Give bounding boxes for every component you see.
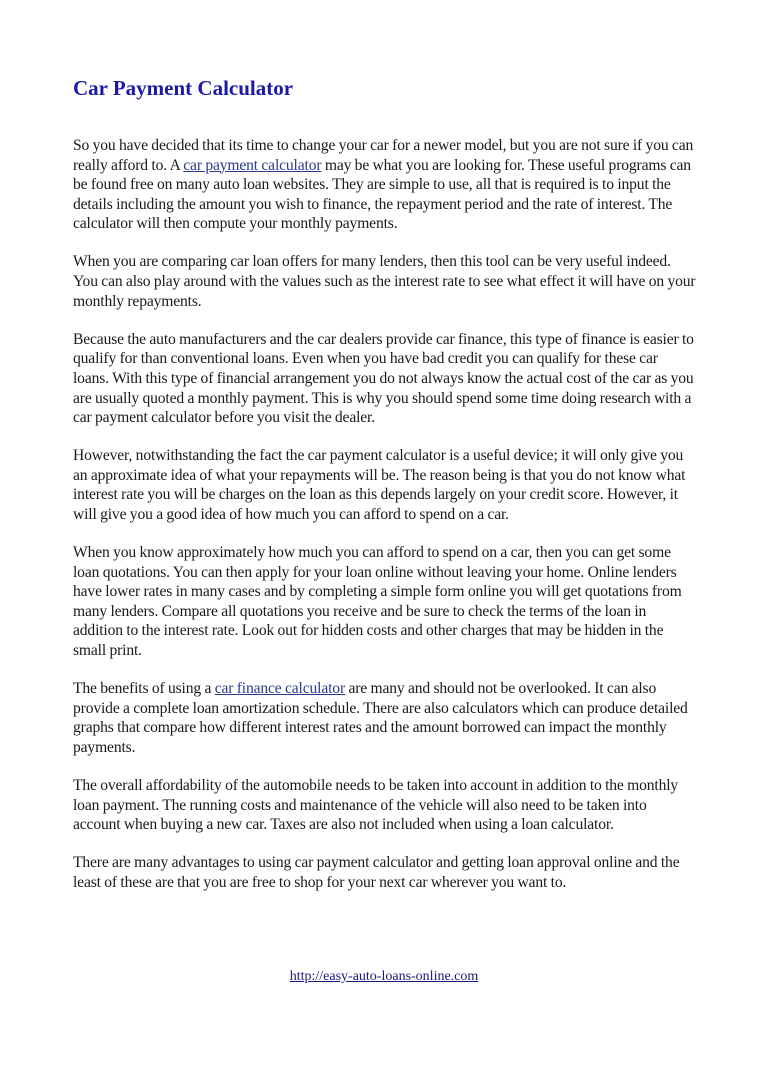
paragraph-benefits [73, 679, 697, 757]
paragraph-text: may be what you are looking for. These useful programs can be found free on many auto loan websites. They are simple to use, all that is required is to input the details including the amount you wish to finance, the repayment period and the rate of interest. The calculator will then compute your monthly payments. [73, 156, 691, 233]
paragraph-text: The benefits of using a [73, 680, 215, 698]
page-title: Car Payment Calculator [73, 76, 294, 100]
car-payment-calculator-link[interactable]: car payment calculator [183, 156, 322, 174]
paragraph-text: are many and should not be overlooked. It can also provide a complete loan amortization schedule. There are also calculators which can produce detailed graphs that compare how different interest rates and the amount borrowed can impact the monthly payments. [73, 680, 688, 756]
page-footer [0, 968, 768, 986]
paragraph-intro [73, 136, 697, 234]
car-finance-calculator-link[interactable]: car finance calculator [214, 680, 345, 698]
article-body [73, 136, 697, 911]
paragraph-advantages: There are many advantages to using car payment calculator and getting loan approval online and the least of these are that you are free to shop for your next car wherever you want to. [73, 854, 680, 891]
footer-website-link[interactable]: http://easy-auto-loans-online.com [289, 969, 479, 984]
paragraph-loan-quotations: When you know approximately how much you can afford to spend on a car, then you can get some loan quotations. You can then apply for your loan online without leaving your home. Online lenders have lower rates in many cases and by completing a simple form online you will get quotations from many lenders. Compare all quotations you receive and be sure to check the terms of the loan in addition to the interest rate. Look out for hidden costs and other charges that may be hidden in the small print. [73, 544, 682, 660]
paragraph-affordability: The overall affordability of the automobile needs to be taken into account in addition to the monthly loan payment. The running costs and maintenance of the vehicle will also need to be taken into account when buying a new car. Taxes are also not included when using a loan calculator. [73, 777, 679, 834]
paragraph-comparing-offers: When you are comparing car loan offers for many lenders, then this tool can be very useful indeed. You can also play around with the values such as the interest rate to see what effect it will have on your monthly repayments. [73, 253, 696, 310]
paragraph-dealer-finance: Because the auto manufacturers and the car dealers provide car finance, this type of finance is easier to qualify for than conventional loans. Even when you have bad credit you can qualify for these car loans. With this type of financial arrangement you do not always know the actual cost of the car as you are usually quoted a monthly payment. This is why you should spend some time doing research with a car payment calculator before you visit the dealer. [73, 330, 694, 427]
paragraph-approximate-idea: However, notwithstanding the fact the car payment calculator is a useful device; it will only give you an approximate idea of what your repayments will be. The reason being is that you do not know what interest rate you will be charges on the loan as this depends largely on your credit score. However, it will give you a good idea of how much you can afford to spend on a car. [73, 447, 686, 523]
paragraph-text: So you have decided that its time to change your car for a newer model, but you are not sure if you can really afford to. A [73, 137, 694, 174]
